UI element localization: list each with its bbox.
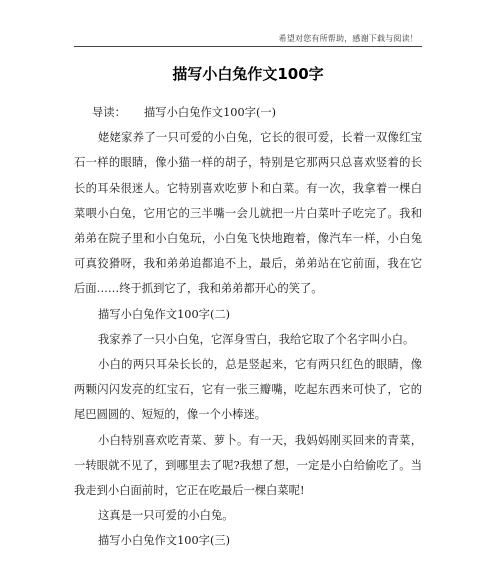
intro-text: 描写小白兔作文100字(一) <box>144 106 277 119</box>
intro-label: 导读： <box>92 106 126 119</box>
header-rule <box>74 46 422 47</box>
paragraph-2: 我家养了一只小白兔，它浑身雪白，我给它取了个名字叫小白。 <box>98 332 415 346</box>
paragraph-3: 小白的两只耳朵长长的，总是竖起来，它有两只红色的眼睛，像两颗闪闪发亮的红宝石，它有一张三瓣嘴，吃起东西来可快了，它的尾巴圆圆的、短短的，像一个小棒迷。 <box>74 358 422 422</box>
paragraph-5: 这真是一只可爱的小白兔。 <box>98 509 234 523</box>
paragraph-4: 小白特别喜欢吃青菜、萝卜。有一天，我妈妈刚买回来的青菜，一转眼就不见了，到哪里去了呢?我想了想，一定是小白给偷吃了。当我走到小白面前时，它正在吃最后一棵白菜呢! <box>74 433 422 498</box>
intro-line <box>74 100 422 125</box>
document-title: 描写小白兔作文100字 <box>172 65 324 83</box>
paragraph-1: 姥姥家养了一只可爱的小白兔，它长的很可爱，长着一双像红宝石一样的眼睛，像小猫一样的胡子，特别是它那两只总喜欢竖着的长长的耳朵很迷人。它特别喜欢吃萝卜和白菜。有一次，我拿着一棵白菜喂小白兔，它用它的三半嘴一会儿就把一片白菜叶子吃完了。我和弟弟在院子里和小白兔玩，小白兔飞快地跑着，像汽车一样，小白兔可真狡猾呀，我和弟弟追都追不上，最后，弟弟站在它前面，我在它后面……终于抓到它了，我和弟弟都开心的笑了。 <box>74 131 422 296</box>
document-body <box>74 100 422 554</box>
header-note: 希望对您有所帮助，感谢下载与阅读！ <box>278 34 418 43</box>
section-heading-3: 描写小白兔作文100字(三) <box>98 534 231 548</box>
section-heading-2: 描写小白兔作文100字(二) <box>98 307 231 321</box>
